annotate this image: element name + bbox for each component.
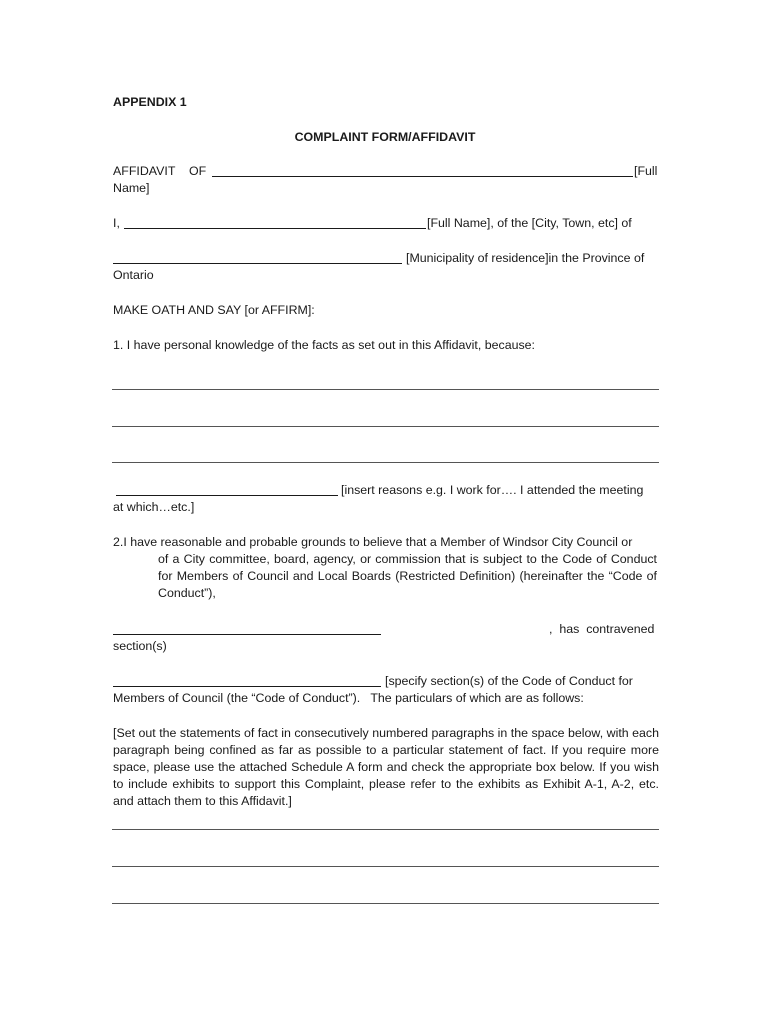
affidavit-of-label: AFFIDAVIT OF bbox=[113, 164, 207, 178]
paragraph-2-body: of a City committee, board, agency, or commission that is subject to the Code of Conduct for Members of Council and Local Boards (Restricted Definition) (hereinafter the “Code of Conduct”), bbox=[158, 552, 657, 600]
specify-continuation: Members of Council (the “Code of Conduct”). The particulars of which are as follows: bbox=[113, 691, 584, 705]
paragraph-2-first-line: 2.I have reasonable and probable grounds to believe that a Member of Windsor City Council or bbox=[113, 535, 633, 549]
form-title: COMPLAINT FORM/AFFIDAVIT bbox=[294, 130, 476, 144]
full-name-field[interactable] bbox=[124, 215, 426, 229]
appendix-heading: APPENDIX 1 bbox=[113, 95, 187, 109]
specify-suffix: [specify section(s) of the Code of Conduct for bbox=[385, 674, 633, 688]
particulars-line[interactable] bbox=[112, 866, 659, 867]
particulars-line[interactable] bbox=[112, 829, 659, 830]
member-name-field[interactable] bbox=[113, 621, 381, 635]
contravened-text: , has contravened bbox=[549, 622, 655, 636]
affiant-name-field[interactable] bbox=[212, 163, 633, 177]
reasons-suffix: [insert reasons e.g. I work for…. I attended the meeting bbox=[341, 483, 644, 497]
paragraph-1: 1. I have personal knowledge of the facts as set out in this Affidavit, because: bbox=[113, 338, 536, 352]
identity-prefix: I, bbox=[113, 216, 120, 230]
instructions-paragraph: [Set out the statements of fact in consecutively numbered paragraphs in the space below, with each paragraph being confined as far as possible to a particular statement of fact. If you require more space, please use the attached Schedule A form and check the appropriate box below. If you wish to include exhibits to support this Complaint, please refer to the exhibits as Exhibit A-1, A-2, etc. and attach them to this Affidavit.] bbox=[113, 726, 659, 808]
response-line[interactable] bbox=[112, 389, 659, 390]
response-line[interactable] bbox=[112, 462, 659, 463]
affidavit-of-continuation: Name] bbox=[113, 181, 150, 195]
municipality-suffix: [Municipality of residence]in the Province of bbox=[406, 251, 645, 265]
sections-field[interactable] bbox=[113, 673, 381, 687]
identity-suffix: [Full Name], of the [City, Town, etc] of bbox=[427, 216, 632, 230]
sections-label: section(s) bbox=[113, 639, 167, 653]
particulars-line[interactable] bbox=[112, 903, 659, 904]
municipality-field[interactable] bbox=[113, 250, 402, 264]
affidavit-of-suffix: [Full bbox=[634, 164, 658, 178]
response-line[interactable] bbox=[112, 426, 659, 427]
oath-line: MAKE OATH AND SAY [or AFFIRM]: bbox=[113, 303, 315, 317]
reasons-continuation: at which…etc.] bbox=[113, 500, 195, 514]
province-text: Ontario bbox=[113, 268, 154, 282]
reasons-field[interactable] bbox=[116, 482, 338, 496]
